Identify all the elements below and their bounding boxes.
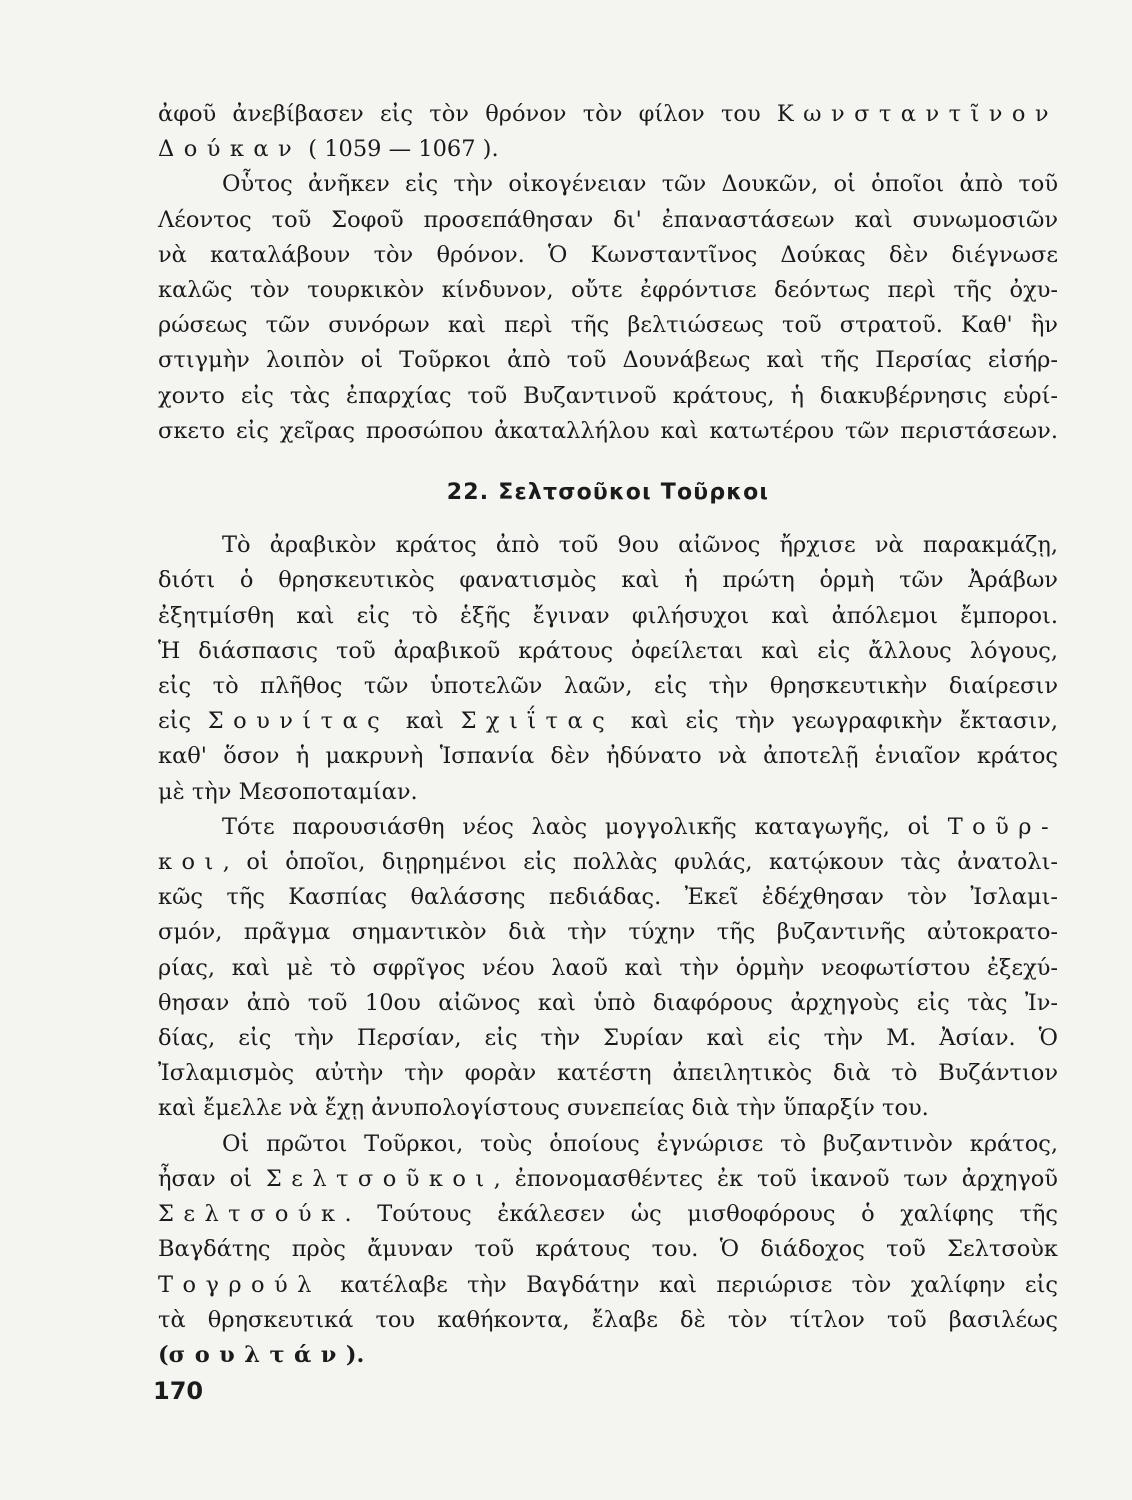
section-heading: 22. Σελτσοῦκοι Τοῦρκοι bbox=[446, 480, 770, 506]
text-line: ἦσαν οἱ Σελτσοῦκοι, ἐπονομασθέντες ἐκ τοῦ ἱκανοῦ των ἀρχηγοῦ bbox=[158, 1165, 1058, 1192]
text-line: Τογρούλ κατέλαβε τὴν Βαγδάτην καὶ περιώρισε τὸν χαλίφην εἰς bbox=[158, 1271, 1058, 1298]
text-line: ρίας, καὶ μὲ τὸ σφρῖγος νέου λαοῦ καὶ τὴν ὁρμὴν νεοφωτίστου ἐξεχύ- bbox=[158, 954, 1058, 981]
text-line: σκετο εἰς χεῖρας προσώπου ἀκαταλλήλου καὶ κατωτέρου τῶν περιστάσεων. bbox=[158, 417, 1058, 444]
text-line: ρώσεως τῶν συνόρων καὶ περὶ τῆς βελτιώσεως τοῦ στρατοῦ. Καθ' ἣν bbox=[158, 312, 1058, 339]
page-number: 170 bbox=[153, 1377, 204, 1405]
paragraph-start: Τότε παρουσιάσθη νέος λαὸς μογγολικῆς καταγωγῆς, οἱ Τοῦρ- bbox=[222, 813, 1058, 840]
text-line: σμόν, πρᾶγμα σημαντικὸν διὰ τὴν τύχην τῆς βυζαντινῆς αὐτοκρατο- bbox=[158, 919, 1058, 946]
text-line: θησαν ἀπὸ τοῦ 10ου αἰῶνος καὶ ὑπὸ διαφόρους ἀρχηγοὺς εἰς τὰς Ἰν- bbox=[158, 989, 1058, 1016]
text-line: στιγμὴν λοιπὸν οἱ Τοῦρκοι ἀπὸ τοῦ Δουνάβεως καὶ τῆς Περσίας εἰσήρ- bbox=[158, 347, 1058, 374]
spaced-name: κοι bbox=[158, 849, 223, 876]
text-line: ἐξητμίσθη καὶ εἰς τὸ ἑξῆς ἔγιναν φιλήσυχοι καὶ ἀπόλεμοι ἔμποροι. bbox=[158, 602, 1058, 629]
text-line: εἰς Σουνίτας καὶ Σχιΐτας καὶ εἰς τὴν γεωγραφικὴν ἔκτασιν, bbox=[158, 708, 1058, 735]
text-line: εἰς τὸ πλῆθος τῶν ὑποτελῶν λαῶν, εἰς τὴν θρησκευτικὴν διαίρεσιν bbox=[158, 673, 1058, 700]
text-line: τὰ θρησκευτικά του καθήκοντα, ἔλαβε δὲ τὸν τίτλον τοῦ βασιλέως bbox=[158, 1306, 1058, 1333]
text-line: Σελτσούκ. Τούτους ἐκάλεσεν ὡς μισθοφόρους ὁ χαλίφης τῆς bbox=[158, 1201, 1058, 1228]
spaced-name: Τοῦρ- bbox=[947, 813, 1058, 840]
spaced-name: Σουνίτας bbox=[207, 708, 390, 735]
text-line: ἀφοῦ ἀνεβίβασεν εἰς τὸν θρόνον τὸν φίλον του Κωνσταντῖνον bbox=[158, 101, 1058, 127]
spaced-name: Σελτσούκ bbox=[158, 1201, 345, 1228]
text-line: δίας, εἰς τὴν Περσίαν, εἰς τὴν Συρίαν καὶ εἰς τὴν Μ. Ἀσίαν. Ὁ bbox=[158, 1025, 1058, 1052]
text-line: Δούκαν ( 1059 — 1067 ). bbox=[158, 136, 499, 163]
text-line: (σουλτάν). bbox=[158, 1341, 365, 1368]
text-line: μὲ τὴν Μεσοποταμίαν. bbox=[158, 778, 418, 805]
spaced-name: Δούκαν bbox=[158, 136, 302, 163]
paragraph-start: Οὗτος ἀνῆκεν εἰς τὴν οἰκογένειαν τῶν Δουκῶν, οἱ ὁποῖοι ἀπὸ τοῦ bbox=[222, 171, 1058, 198]
text-line: Ἰσλαμισμὸς αὐτὴν τὴν φορὰν κατέστη ἀπειλητικὸς διὰ τὸ Βυζάντιον bbox=[158, 1060, 1058, 1087]
spaced-name: σουλτάν bbox=[168, 1341, 346, 1368]
text-line: καλῶς τὸν τουρκικὸν κίνδυνον, οὔτε ἐφρόντισε δεόντως περὶ τῆς ὀχυ- bbox=[158, 277, 1058, 304]
text-line: καὶ ἔμελλε νὰ ἔχῃ ἀνυπολογίστους συνεπείας διὰ τὴν ὕπαρξίν του. bbox=[158, 1095, 929, 1122]
text-line: Ἡ διάσπασις τοῦ ἀραβικοῦ κράτους ὀφείλεται καὶ εἰς ἄλλους λόγους, bbox=[158, 637, 1058, 664]
text-line: Λέοντος τοῦ Σοφοῦ προσεπάθησαν δι' ἐπαναστάσεων καὶ συνωμοσιῶν bbox=[158, 206, 1058, 233]
spaced-name: Σελτσοῦκοι bbox=[265, 1165, 494, 1192]
text-line: καθ' ὅσον ἡ μακρυνὴ Ἱσπανία δὲν ἠδύνατο νὰ ἀποτελῇ ἑνιαῖον κράτος bbox=[158, 743, 1058, 770]
spaced-name: Σχιΐτας bbox=[460, 708, 615, 735]
text-line: κοι, οἱ ὁποῖοι, διῃρημένοι εἰς πολλὰς φυλάς, κατῴκουν τὰς ἀνατολι- bbox=[158, 849, 1058, 876]
spaced-name: Κωνσταντῖνον bbox=[776, 101, 1058, 127]
text-line: Βαγδάτης πρὸς ἄμυναν τοῦ κράτους του. Ὁ διάδοχος τοῦ Σελτσοὺκ bbox=[158, 1236, 1058, 1263]
paragraph-start: Τὸ ἀραβικὸν κράτος ἀπὸ τοῦ 9ου αἰῶνος ἤρχισε νὰ παρακμάζῃ, bbox=[222, 532, 1058, 559]
text-line: κῶς τῆς Κασπίας θαλάσσης πεδιάδας. Ἐκεῖ ἐδέχθησαν τὸν Ἰσλαμι- bbox=[158, 884, 1058, 911]
text-line: χοντο εἰς τὰς ἐπαρχίας τοῦ Βυζαντινοῦ κράτους, ἡ διακυβέρνησις εὑρί- bbox=[158, 382, 1058, 409]
text-line: νὰ καταλάβουν τὸν θρόνον. Ὁ Κωνσταντῖνος Δούκας δὲν διέγνωσε bbox=[158, 241, 1058, 268]
body-text bbox=[158, 97, 1058, 1373]
spaced-name: Τογρούλ bbox=[158, 1271, 321, 1298]
text-line: διότι ὁ θρησκευτικὸς φανατισμὸς καὶ ἡ πρώτη ὁρμὴ τῶν Ἀράβων bbox=[158, 567, 1058, 594]
paragraph-start: Οἱ πρῶτοι Τοῦρκοι, τοὺς ὁποίους ἐγνώρισε τὸ βυζαντινὸν κράτος, bbox=[222, 1130, 1058, 1157]
